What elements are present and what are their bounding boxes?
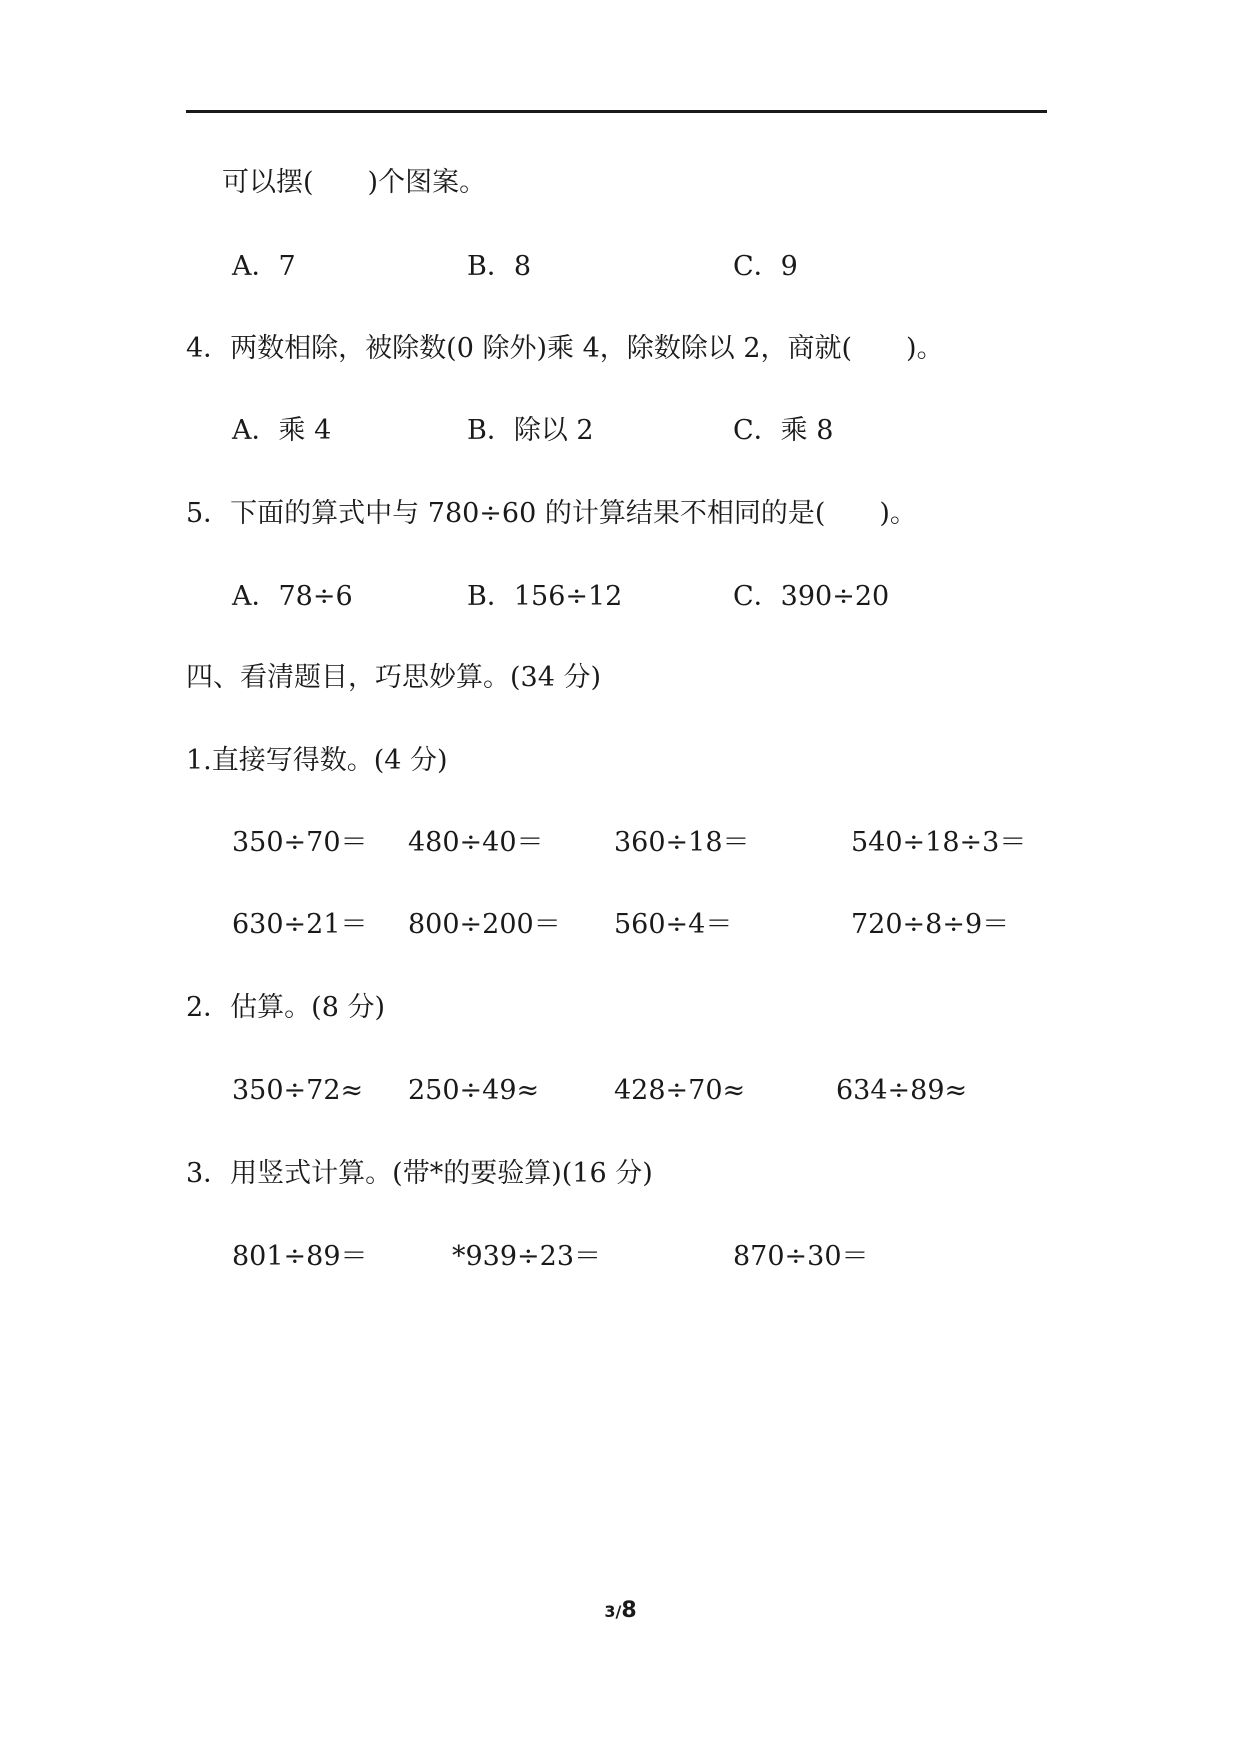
section4-title: 四、看清题目，巧思妙算。(34 分)	[186, 662, 602, 693]
q3-continuation: 可以摆( )个图案。	[222, 167, 487, 198]
part3-c1: 801÷89＝	[232, 1241, 368, 1272]
part1-r1-c1: 350÷70＝	[232, 827, 368, 858]
part1-r1-c4: 540÷18÷3＝	[851, 827, 1027, 858]
q3-option-b: B．8	[467, 251, 532, 282]
page-current: 3/	[604, 1602, 622, 1621]
header-rule	[186, 110, 1047, 113]
page-total: 8	[621, 1598, 637, 1623]
q5-option-b: B．156÷12	[467, 581, 623, 612]
q4-text: 4．两数相除，被除数(0 除外)乘 4，除数除以 2，商就( )。	[186, 333, 944, 364]
q5-option-a: A．78÷6	[232, 581, 353, 612]
part1-title: 1.直接写得数。(4 分)	[186, 745, 448, 776]
part2-c3: 428÷70≈	[614, 1075, 746, 1106]
part1-r2-c2: 800÷200＝	[408, 909, 561, 940]
part1-r1-c3: 360÷18＝	[614, 827, 750, 858]
q4-option-a: A．乘 4	[232, 415, 332, 446]
part2-c2: 250÷49≈	[408, 1075, 540, 1106]
q3-option-a: A．7	[232, 251, 296, 282]
q5-text: 5．下面的算式中与 780÷60 的计算结果不相同的是( )。	[186, 498, 917, 529]
part1-r1-c2: 480÷40＝	[408, 827, 544, 858]
part1-r2-c4: 720÷8÷9＝	[851, 909, 1010, 940]
q4-option-c: C．乘 8	[733, 415, 834, 446]
page-number	[0, 1598, 1241, 1623]
q3-option-c: C．9	[733, 251, 798, 282]
part3-title: 3．用竖式计算。(带*的要验算)(16 分)	[186, 1158, 653, 1189]
part2-c4: 634÷89≈	[836, 1075, 968, 1106]
q5-option-c: C．390÷20	[733, 581, 890, 612]
part1-r2-c1: 630÷21＝	[232, 909, 368, 940]
part3-c3: 870÷30＝	[733, 1241, 869, 1272]
part2-c1: 350÷72≈	[232, 1075, 364, 1106]
part2-title: 2．估算。(8 分)	[186, 992, 386, 1023]
part3-c2: *939÷23＝	[452, 1241, 602, 1272]
q4-option-b: B．除以 2	[467, 415, 594, 446]
part1-r2-c3: 560÷4＝	[614, 909, 733, 940]
